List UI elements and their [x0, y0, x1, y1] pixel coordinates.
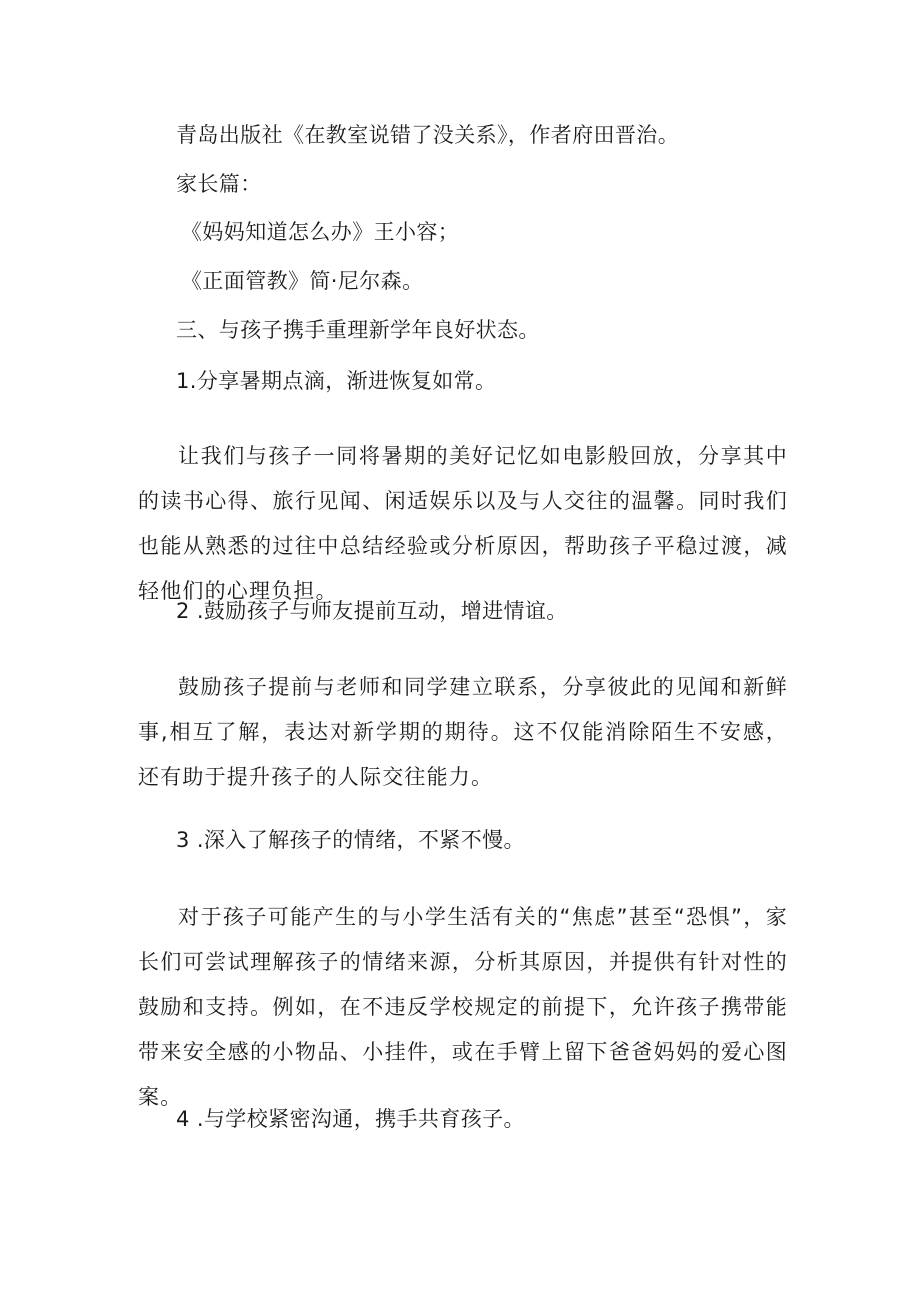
- item-heading-4: 4 .与学校紧密沟通，携手共育孩子。: [176, 1107, 525, 1131]
- book-recommendation-parent-1: 《妈妈知道怎么办》王小容；: [181, 220, 460, 244]
- paragraph-3: 对于孩子可能产生的与小学生活有关的“焦虑”甚至“恐惧”，家长们可尝试理解孩子的情绪来源，分析其原因，并提供有针对性的鼓励和支持。例如，在不违反学校规定的前提下，允许孩子携带能带来安全感的小物品、小挂件，或在手臂上留下爸爸妈妈的爱心图案。: [138, 905, 788, 1109]
- paragraph-1: 让我们与孩子一同将暑期的美好记忆如电影般回放，分享其中的读书心得、旅行见闻、闲适娱乐以及与人交往的温馨。同时我们也能从熟悉的过往中总结经验或分析原因，帮助孩子平稳过渡，减轻他们的心理负担。: [138, 444, 788, 603]
- book-recommendation-parent-2: 《正面管教》简·尼尔森。: [181, 269, 424, 293]
- paragraph-2: 鼓励孩子提前与老师和同学建立联系，分享彼此的见闻和新鲜事,相互了解，表达对新学期的期待。这不仅能消除陌生不安感，还有助于提升孩子的人际交往能力。: [138, 675, 788, 789]
- parents-heading: 家长篇：: [176, 172, 262, 196]
- item-heading-3: 3 .深入了解孩子的情绪，不紧不慢。: [176, 828, 525, 852]
- section-heading-three: 三、与孩子携手重理新学年良好状态。: [176, 318, 540, 342]
- item-heading-2: 2 .鼓励孩子与师友提前互动，增进情谊。: [176, 599, 568, 623]
- item-heading-1: 1.分享暑期点滴，渐进恢复如常。: [176, 369, 497, 393]
- book-recommendation-school: 青岛出版社《在教室说错了没关系》，作者府田晋治。: [176, 123, 680, 147]
